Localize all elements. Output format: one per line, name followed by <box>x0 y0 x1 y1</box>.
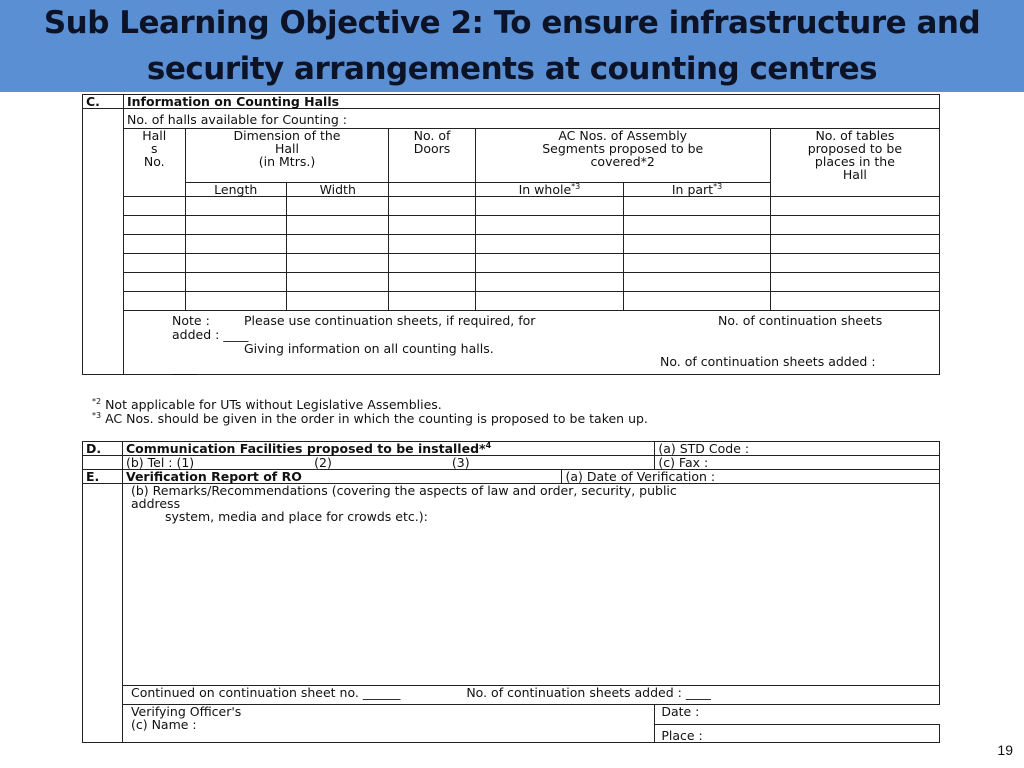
place-label: Place : <box>655 725 940 743</box>
section-d-letter: D. <box>83 442 123 456</box>
note-text-1: Please use continuation sheets, if required, for <box>244 313 536 328</box>
std-code-label: (a) STD Code : <box>655 442 940 456</box>
remarks-line-2: address <box>130 496 181 511</box>
col-length-header: Length <box>185 183 286 197</box>
date-label: Date : <box>655 705 940 725</box>
sheets-added-label: No. of continuation sheets added : <box>466 685 682 700</box>
section-d-margin <box>83 456 123 470</box>
remarks-line-1: (b) Remarks/Recommendations (covering the aspects of law and order, security, public <box>130 483 677 498</box>
section-e-letter: E. <box>83 470 123 484</box>
date-verification-label: (a) Date of Verification : <box>562 470 940 484</box>
col-width-header: Width <box>286 183 389 197</box>
title-line-1: Sub Learning Objective 2: To ensure infrastructure and <box>43 5 981 41</box>
table-row <box>83 235 940 254</box>
remarks-line-3: system, media and place for crowds etc.): <box>164 509 428 524</box>
col-dimension-header: Dimension of the Hall (in Mtrs.) <box>185 129 389 183</box>
section-e-margin <box>83 484 123 743</box>
officer-line-1: Verifying Officer's <box>130 704 242 719</box>
col-hall-header: Hall s No. <box>124 129 186 197</box>
section-e-heading: Verification Report of RO <box>122 470 561 484</box>
section-c-margin <box>83 109 124 375</box>
continued-label: Continued on continuation sheet no. <box>130 685 359 700</box>
page-number: 19 <box>997 742 1013 758</box>
note-label: Note : <box>172 313 210 328</box>
note-added: added : <box>172 327 220 342</box>
title-line-2: security arrangements at counting centres <box>146 51 878 87</box>
continued-row: Continued on continuation sheet no. ______ No. of continuation sheets added : ____ <box>122 686 939 705</box>
section-d-heading: Communication Facilities proposed to be installed*$^4$ <box>122 442 654 456</box>
halls-available-label: No. of halls available for Counting : <box>124 109 940 129</box>
tel-row: (b) Tel : (1) (2) (3) <box>122 456 654 470</box>
col-tables-header: No. of tables proposed to be places in the Hall <box>770 129 939 197</box>
col-doors-header: No. of Doors <box>389 129 475 183</box>
section-de-form <box>82 441 940 743</box>
col-ac-header: AC Nos. of Assembly Segments proposed to be covered*2 <box>475 129 770 183</box>
note-text-2: Giving information on all counting halls. <box>244 341 494 356</box>
footnote-3: $^{*3}$ AC Nos. should be given in the order in which the counting is proposed to be taken up. <box>92 410 648 426</box>
section-c-letter: C. <box>83 95 124 109</box>
officer-line-2: (c) Name : <box>130 717 197 732</box>
verifying-officer-cell <box>122 705 654 743</box>
col-whole-header: In whole$^{*3}$ <box>475 183 624 197</box>
note-right-1: No. of continuation sheets <box>718 313 883 328</box>
page-title <box>0 0 1024 92</box>
table-row <box>83 292 940 311</box>
section-c-heading: Information on Counting Halls <box>124 95 940 109</box>
table-row <box>83 216 940 235</box>
table-row <box>83 254 940 273</box>
section-c-form <box>82 94 940 375</box>
note-right-2: No. of continuation sheets added : <box>660 354 876 369</box>
table-row <box>83 197 940 216</box>
table-row <box>83 273 940 292</box>
col-doors-sub <box>389 183 475 197</box>
remarks-cell <box>122 484 939 686</box>
footnote-2: $^{*2}$ Not applicable for UTs without Legislative Assemblies. <box>92 396 442 412</box>
col-part-header: In part$^{*3}$ <box>624 183 771 197</box>
note-cell: Note : Please use continuation sheets, if required, for No. of continuation sheets added : ____ Giving information on all counting halls. No. of continuation sheets added : ____ <box>124 311 940 375</box>
footnotes <box>84 398 944 426</box>
fax-label: (c) Fax : <box>655 456 940 470</box>
